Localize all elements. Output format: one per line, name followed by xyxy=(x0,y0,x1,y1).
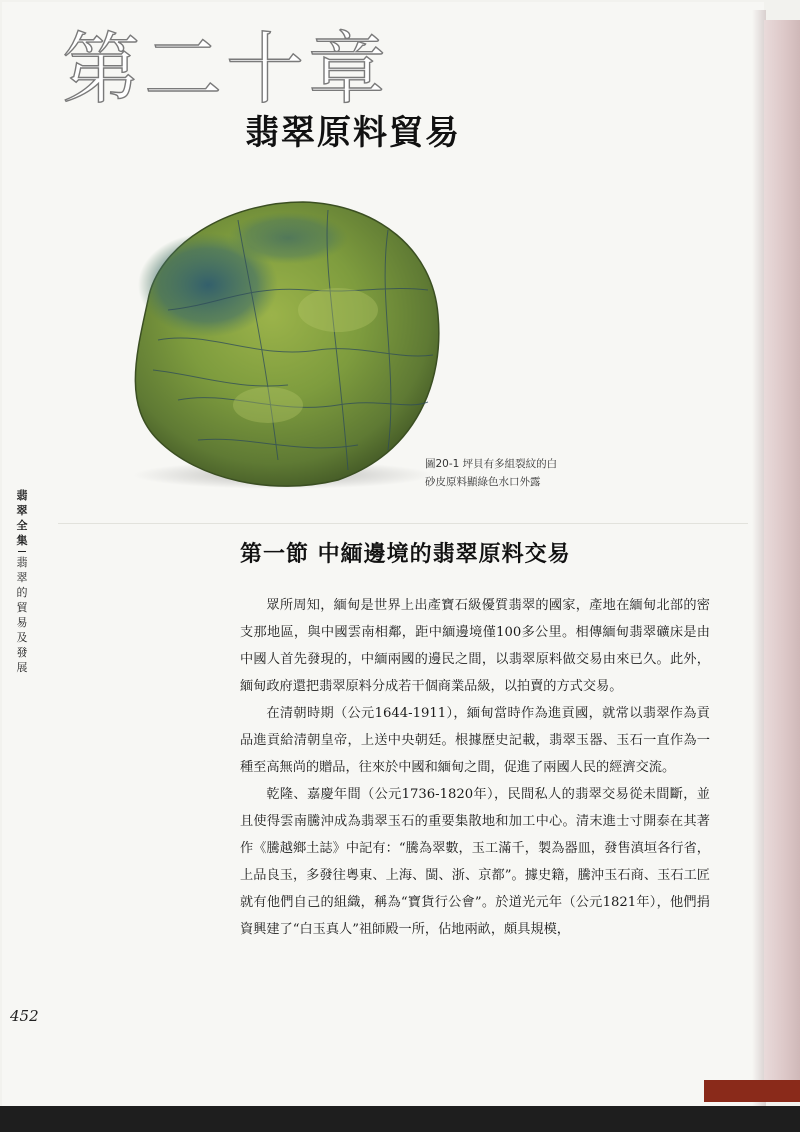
jade-stone-illustration xyxy=(88,190,448,490)
page-number: 452 xyxy=(10,1007,39,1025)
jade-rough-stone-image xyxy=(88,190,448,490)
section-divider xyxy=(58,523,748,524)
book-cover-corner xyxy=(704,1080,800,1102)
paragraph: 乾隆、嘉慶年間（公元1736-1820年），民間私人的翡翠交易從未間斷，並且使得雲南騰沖成為翡翠玉石的重要集散地和加工中心。清末進士寸開泰在其著作《騰越鄉土誌》中記有：“騰為翠數，玉工滿千，製為器皿，發售滇垣各行省，上品良玉，多發往粵東、上海、閩、浙、京都”。據史籍，騰沖玉石商、玉石工匠就有他們自己的組織，稱為“寶貨行公會”。於道光元年（公元1821年），他們捐資興建了“白玉真人”祖師殿一所，佔地兩畝，頗具規模， xyxy=(240,787,710,937)
scan-bottom-border xyxy=(0,1106,800,1132)
stone-blue-patch-top xyxy=(228,212,348,264)
paragraph: 眾所周知，緬甸是世界上出產寶石級優質翡翠的國家，產地在緬甸北部的密支那地區，與中國雲南相鄰，距中緬邊境僅100多公里。相傳緬甸翡翠礦床是由中國人首先發現的，中緬兩國的邊民之間，以翡翠原料做交易由來已久。此外，緬甸政府還把翡翠原料分成若干個商業品級，以拍賣的方式交易。 xyxy=(240,598,710,694)
figure-caption xyxy=(425,455,605,491)
section-title: 第一節 中緬邊境的翡翠原料交易 xyxy=(240,541,571,567)
side-label-topic: 翡翠的貿易及發展 xyxy=(16,556,28,674)
next-page-edge xyxy=(764,20,800,1080)
figure-caption-line-2: 砂皮原料顯綠色水口外露 xyxy=(425,476,541,488)
chapter-number: 第二十章 xyxy=(62,25,391,115)
figure-caption-line-1: 圖20-1 坪貝有多組裂紋的白 xyxy=(425,458,558,470)
chapter-title: 翡翠原料貿易 xyxy=(245,113,461,153)
running-side-label xyxy=(14,488,30,675)
side-label-book: 翡翠全集 xyxy=(16,489,28,547)
body-text xyxy=(240,592,710,943)
side-label-separator xyxy=(18,551,26,552)
paragraph: 在清朝時期（公元1644-1911），緬甸當時作為進貢國，就常以翡翠作為貢品進貢給清朝皇帝，上送中央朝廷。根據歷史記載，翡翠玉器、玉石一直作為一種至高無尚的贈品，往來於中國和緬甸之間，促進了兩國人民的經濟交流。 xyxy=(240,706,710,775)
